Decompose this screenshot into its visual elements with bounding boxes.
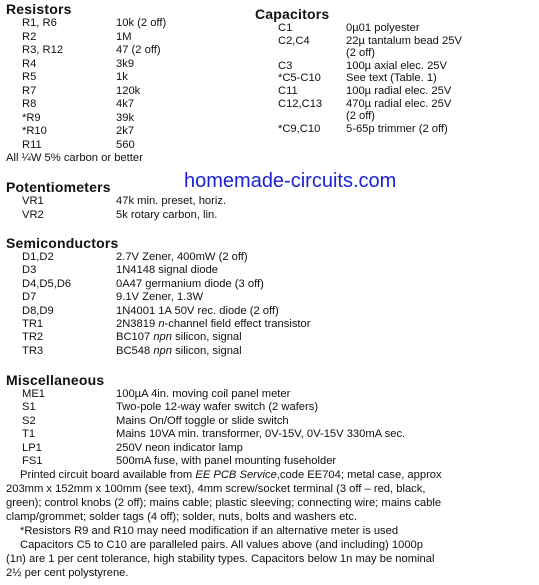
semiconductors-ref: TR1: [22, 318, 44, 330]
capacitors-ref: C12,C13: [278, 97, 323, 110]
semiconductors-value: 9.1V Zener, 1.3W: [116, 291, 204, 304]
potentiometers-value: 5k rotary carbon, lin.: [116, 208, 218, 221]
miscellaneous-value: Two-pole 12-way wafer switch (2 wafers): [116, 401, 319, 414]
semiconductors-value: 0A47 germanium diode (3 off): [116, 277, 264, 290]
potentiometers-value: 47k min. preset, horiz.: [116, 195, 227, 207]
capacitors-value: 100µ radial elec. 25V: [346, 85, 452, 97]
hardware-note-line-2: green); control knobs (2 off); mains cable; plastic sleeving; connecting wire; mains cable: [6, 497, 442, 509]
resistors-value: 120k: [116, 84, 141, 97]
resistors-value: 2k7: [116, 125, 135, 137]
pcb-note-post: ,code EE704; metal case, approx: [276, 469, 442, 481]
resistors-ref: *R10: [22, 125, 47, 137]
resistors-footer: All ¼W 5% carbon or better: [6, 152, 143, 164]
capacitors-value: See text (Table. 1): [346, 72, 437, 85]
miscellaneous-ref: FS1: [22, 455, 43, 467]
capacitors-value: 470µ radial elec. 25V: [346, 97, 452, 110]
semiconductors-ref: D3: [22, 264, 37, 277]
resistors-value: 3k9: [116, 57, 135, 70]
resistors-ref: R4: [22, 57, 37, 70]
semiconductors-value: 1N4001 1A 50V rec. diode (2 off): [116, 304, 279, 317]
resistors-value: 1k: [116, 71, 128, 83]
capacitor-note-line-3: 2½ per cent polystyrene.: [6, 567, 129, 579]
resistors-value: 39k: [116, 111, 135, 124]
semiconductors-ref: D1,D2: [22, 251, 54, 263]
potentiometers-heading: Potentiometers: [6, 179, 111, 195]
resistors-ref: R7: [22, 84, 37, 97]
miscellaneous-value: Mains On/Off toggle or slide switch: [116, 414, 289, 427]
semiconductors-heading: Semiconductors: [6, 235, 119, 251]
capacitors-heading: Capacitors: [255, 6, 330, 22]
capacitors-value: 5-65p trimmer (2 off): [346, 122, 448, 135]
resistors-value: 1M: [116, 30, 132, 43]
miscellaneous-ref: ME1: [22, 388, 46, 400]
resistors-value: 560: [116, 138, 135, 151]
hardware-note-line-1: 203mm x 152mm x 100mm (see text), 4mm screw/socket terminal (3 off – red, black,: [6, 483, 426, 495]
potentiometers-ref: VR1: [22, 195, 44, 207]
resistors-ref: R8: [22, 98, 37, 110]
semiconductors-value: [116, 331, 242, 344]
resistors-ref: *R9: [22, 111, 41, 124]
semiconductors-ref: D4,D5,D6: [22, 277, 72, 290]
semiconductors-value: 2.7V Zener, 400mW (2 off): [116, 251, 248, 263]
resistors-ref: R5: [22, 71, 37, 83]
semiconductors-value: [116, 345, 242, 358]
resistors-value: 47 (2 off): [116, 44, 161, 56]
capacitors-ref: *C9,C10: [278, 122, 321, 135]
semiconductors-value-post: silicon, signal: [172, 344, 242, 357]
semiconductors-ref: TR2: [22, 331, 44, 344]
capacitors-ref: C1: [278, 22, 293, 34]
hardware-note-line-3: clamp/grommet; solder tags (4 off); solder, nuts, bolts and washers etc.: [6, 511, 358, 523]
miscellaneous-value: 500mA fuse, with panel mounting fuseholder: [116, 455, 337, 467]
capacitors-value: 0µ01 polyester: [346, 22, 420, 34]
semiconductors-value-pre: 2N3819: [116, 318, 159, 330]
capacitors-value: 100µ axial elec. 25V: [346, 59, 447, 72]
resistors-ref: R11: [22, 138, 42, 151]
semiconductors-value-type: n: [158, 318, 165, 330]
miscellaneous-value: Mains 10VA min. transformer, 0V-15V, 0V-15V 330mA sec.: [116, 428, 406, 441]
miscellaneous-ref: LP1: [22, 441, 42, 454]
resistors-value: 10k (2 off): [116, 17, 167, 29]
miscellaneous-ref: S1: [22, 401, 36, 414]
capacitors-ref: *C5-C10: [278, 72, 321, 85]
capacitors-ref: C11: [278, 85, 298, 97]
asterisk-resistor-note: *Resistors R9 and R10 may need modification if an alternative meter is used: [20, 525, 399, 537]
pcb-service-name: EE PCB Service: [195, 469, 277, 481]
resistors-value: 4k7: [116, 98, 135, 110]
semiconductors-ref: D8,D9: [22, 304, 54, 317]
semiconductors-value-pre: BC107: [116, 331, 154, 344]
miscellaneous-value: 250V neon indicator lamp: [116, 441, 243, 454]
resistors-ref: R1, R6: [22, 17, 57, 29]
capacitors-ref: C3: [278, 59, 293, 72]
semiconductors-value-pre: BC548: [116, 344, 154, 357]
watermark-text: homemade-circuits.com: [184, 170, 397, 192]
semiconductors-value-type: npn: [153, 331, 172, 344]
miscellaneous-ref: T1: [22, 428, 36, 441]
semiconductors-value-post: silicon, signal: [172, 331, 242, 344]
pcb-note-pre: Printed circuit board available from: [20, 469, 196, 481]
semiconductors-value: 1N4148 signal diode: [116, 264, 219, 277]
capacitor-note-line-1: Capacitors C5 to C10 are paralleled pairs. All values above (and including) 1000p: [20, 539, 423, 551]
potentiometers-ref: VR2: [22, 208, 44, 221]
miscellaneous-value: 100µA 4in. moving coil panel meter: [116, 388, 291, 400]
resistors-ref: R3, R12: [22, 44, 64, 56]
capacitors-value: 22µ tantalum bead 25V: [346, 34, 462, 47]
semiconductors-value-type: npn: [153, 344, 172, 357]
capacitors-value: (2 off): [346, 47, 376, 60]
miscellaneous-heading: Miscellaneous: [6, 372, 105, 388]
semiconductors-ref: D7: [22, 291, 37, 304]
resistors-ref: R2: [22, 30, 37, 43]
semiconductors-value: [116, 318, 310, 331]
resistors-heading: Resistors: [6, 1, 72, 17]
capacitor-note-line-2: (1n) are 1 per cent tolerance, high stability types. Capacitors below 1n may be nominal: [6, 553, 435, 565]
miscellaneous-ref: S2: [22, 414, 36, 427]
semiconductors-ref: TR3: [22, 344, 44, 357]
capacitors-value: (2 off): [346, 110, 376, 123]
semiconductors-value-post: -channel field effect transistor: [164, 318, 311, 330]
pcb-availability-note: [20, 469, 442, 483]
capacitors-ref: C2,C4: [278, 34, 310, 47]
